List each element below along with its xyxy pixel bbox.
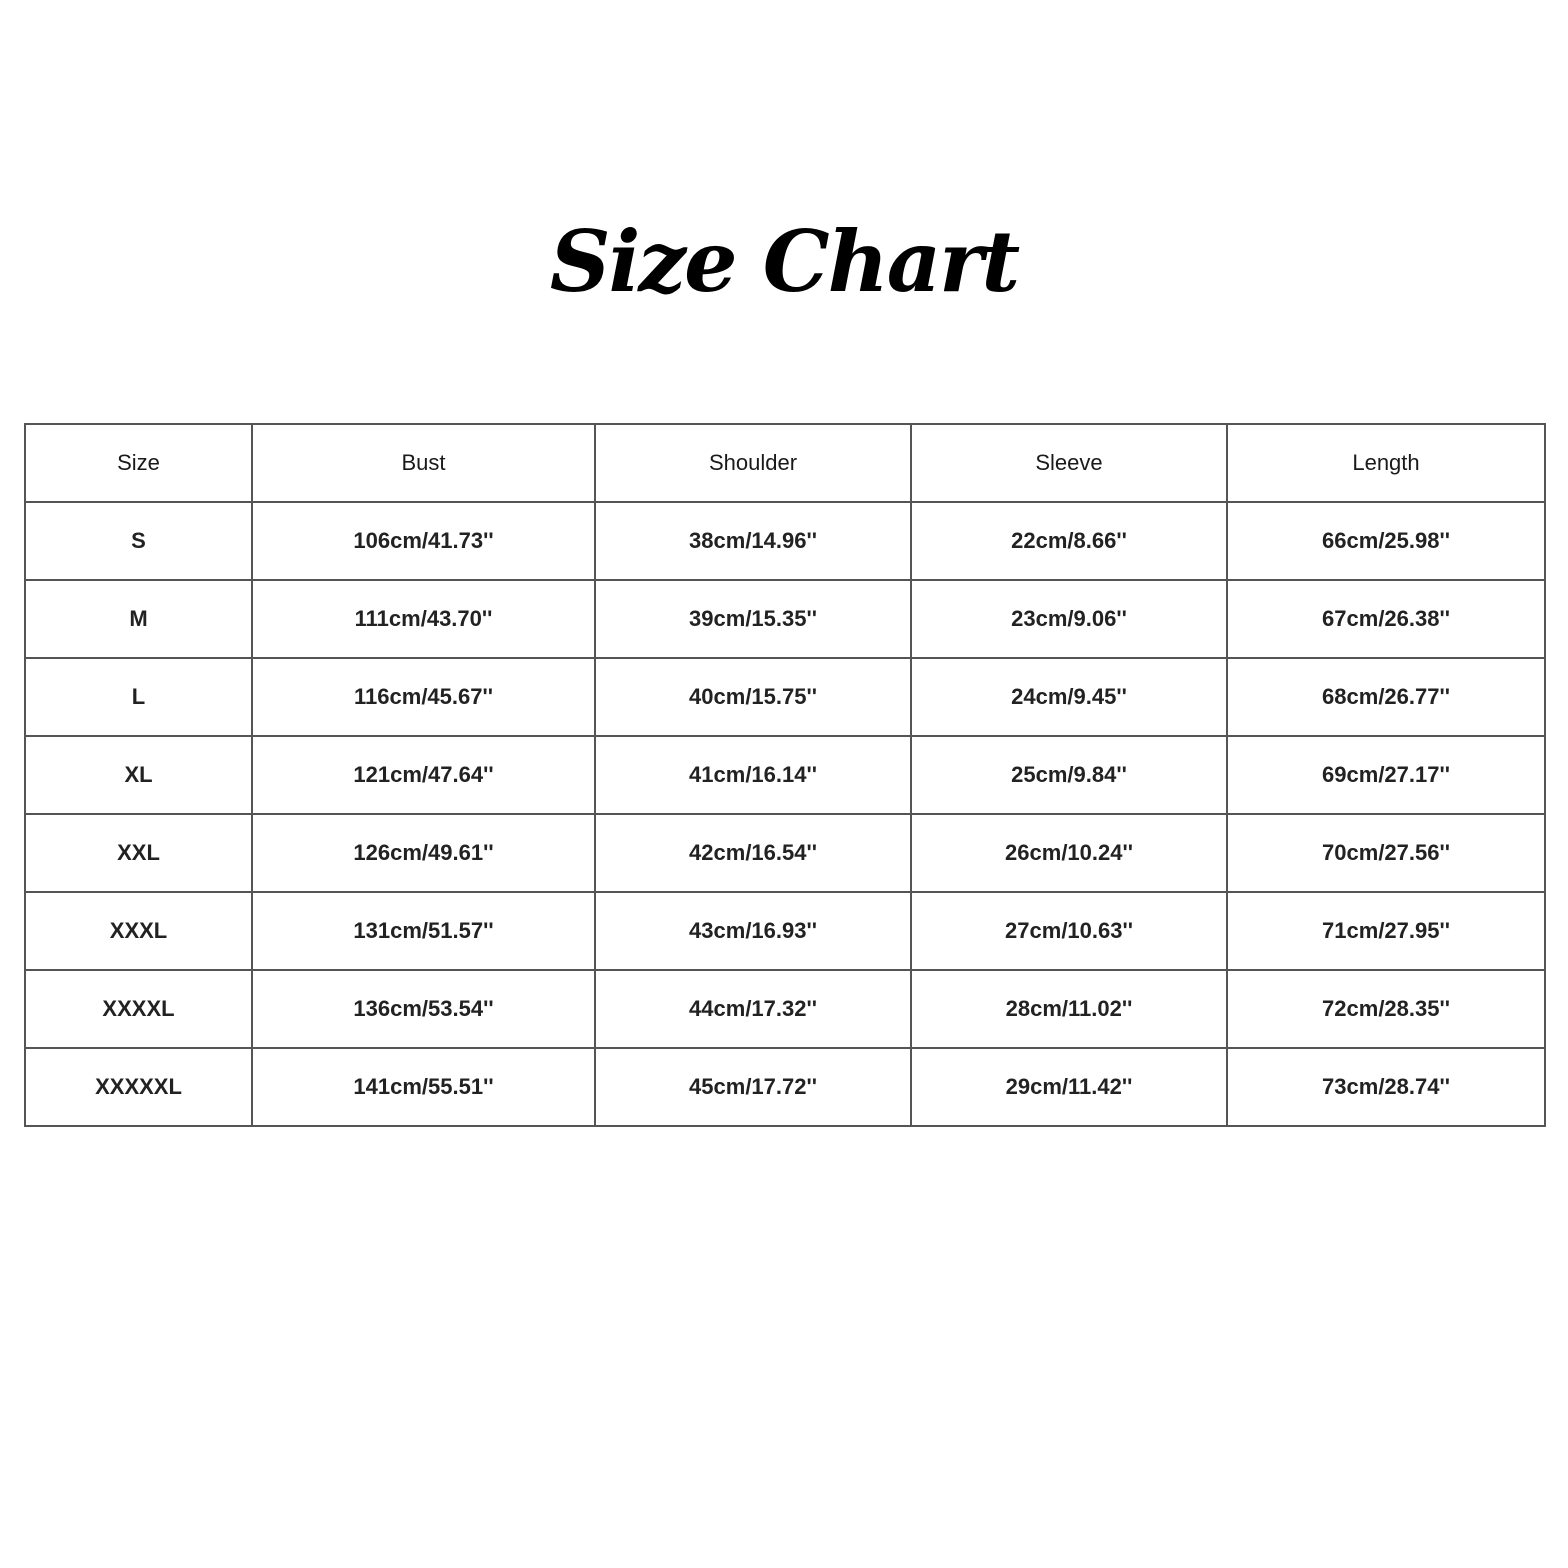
cell-sleeve: 26cm/10.24'' xyxy=(911,814,1227,892)
cell-length: 69cm/27.17'' xyxy=(1227,736,1545,814)
cell-shoulder: 43cm/16.93'' xyxy=(595,892,911,970)
table-row xyxy=(25,580,1545,658)
cell-size: XXXXXL xyxy=(25,1048,252,1126)
table-row xyxy=(25,814,1545,892)
table-row xyxy=(25,892,1545,970)
cell-size: M xyxy=(25,580,252,658)
cell-bust: 111cm/43.70'' xyxy=(252,580,595,658)
cell-size: XXXXL xyxy=(25,970,252,1048)
cell-bust: 136cm/53.54'' xyxy=(252,970,595,1048)
table-row xyxy=(25,736,1545,814)
cell-length: 67cm/26.38'' xyxy=(1227,580,1545,658)
cell-sleeve: 29cm/11.42'' xyxy=(911,1048,1227,1126)
cell-length: 66cm/25.98'' xyxy=(1227,502,1545,580)
column-header-size: Size xyxy=(25,424,252,502)
cell-bust: 121cm/47.64'' xyxy=(252,736,595,814)
cell-bust: 141cm/55.51'' xyxy=(252,1048,595,1126)
cell-length: 68cm/26.77'' xyxy=(1227,658,1545,736)
cell-sleeve: 27cm/10.63'' xyxy=(911,892,1227,970)
cell-sleeve: 24cm/9.45'' xyxy=(911,658,1227,736)
column-header-shoulder: Shoulder xyxy=(595,424,911,502)
cell-sleeve: 22cm/8.66'' xyxy=(911,502,1227,580)
column-header-length: Length xyxy=(1227,424,1545,502)
cell-size: S xyxy=(25,502,252,580)
cell-size: XXL xyxy=(25,814,252,892)
cell-sleeve: 28cm/11.02'' xyxy=(911,970,1227,1048)
cell-shoulder: 41cm/16.14'' xyxy=(595,736,911,814)
cell-size: L xyxy=(25,658,252,736)
page-title: Size Chart xyxy=(549,212,1019,311)
cell-bust: 116cm/45.67'' xyxy=(252,658,595,736)
table-row xyxy=(25,658,1545,736)
cell-size: XXXL xyxy=(25,892,252,970)
cell-sleeve: 23cm/9.06'' xyxy=(911,580,1227,658)
cell-length: 71cm/27.95'' xyxy=(1227,892,1545,970)
cell-size: XL xyxy=(25,736,252,814)
cell-bust: 106cm/41.73'' xyxy=(252,502,595,580)
cell-bust: 126cm/49.61'' xyxy=(252,814,595,892)
cell-sleeve: 25cm/9.84'' xyxy=(911,736,1227,814)
cell-length: 73cm/28.74'' xyxy=(1227,1048,1545,1126)
cell-shoulder: 38cm/14.96'' xyxy=(595,502,911,580)
cell-length: 72cm/28.35'' xyxy=(1227,970,1545,1048)
cell-shoulder: 44cm/17.32'' xyxy=(595,970,911,1048)
table-row xyxy=(25,502,1545,580)
column-header-sleeve: Sleeve xyxy=(911,424,1227,502)
table-row xyxy=(25,970,1545,1048)
size-chart-table xyxy=(24,423,1546,1127)
cell-shoulder: 39cm/15.35'' xyxy=(595,580,911,658)
cell-shoulder: 42cm/16.54'' xyxy=(595,814,911,892)
cell-shoulder: 45cm/17.72'' xyxy=(595,1048,911,1126)
table-row xyxy=(25,1048,1545,1126)
column-header-bust: Bust xyxy=(252,424,595,502)
cell-bust: 131cm/51.57'' xyxy=(252,892,595,970)
cell-length: 70cm/27.56'' xyxy=(1227,814,1545,892)
cell-shoulder: 40cm/15.75'' xyxy=(595,658,911,736)
table-header-row xyxy=(25,424,1545,502)
